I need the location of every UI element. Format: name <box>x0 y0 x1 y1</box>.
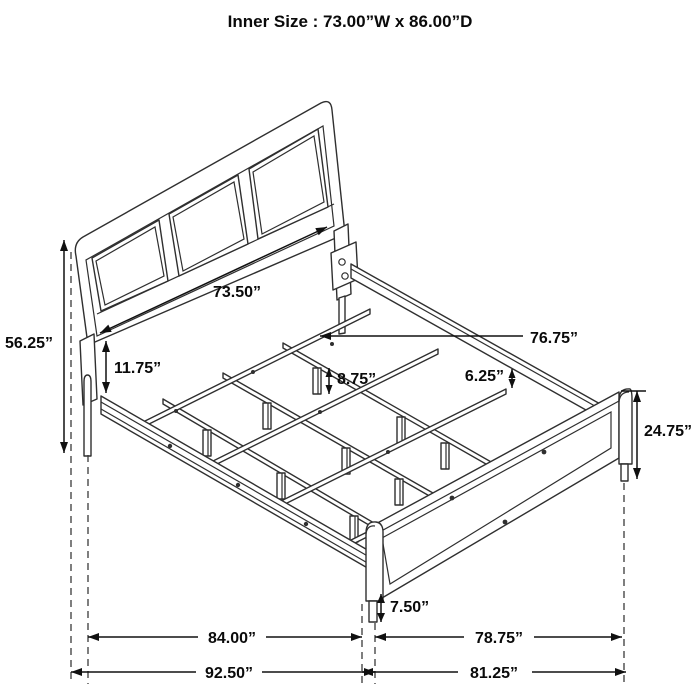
screw-dot <box>251 370 255 374</box>
dim-inner-length <box>88 630 362 647</box>
screw-dot <box>503 520 508 525</box>
side-rail-near <box>101 396 371 570</box>
footboard-post-left <box>366 522 383 601</box>
dim-label-7-50: 7.50” <box>390 599 430 616</box>
footboard-leg-left <box>369 601 377 622</box>
support-leg <box>277 473 285 499</box>
dim-label-78-75: 78.75” <box>474 630 524 647</box>
footboard <box>366 389 632 622</box>
screw-dot <box>168 444 172 448</box>
support-leg <box>397 417 405 443</box>
dim-footboard-span <box>375 630 622 647</box>
footboard-post-right <box>619 389 632 464</box>
headboard-leg-left <box>84 375 91 456</box>
dim-headboard-gap <box>102 341 161 393</box>
screw-dot <box>386 450 390 454</box>
dim-label-11-75: 11.75” <box>114 360 162 377</box>
dim-label-8-75: 8.75” <box>337 371 377 388</box>
support-leg <box>441 443 449 469</box>
screw-dot <box>318 410 322 414</box>
dim-label-24-75: 24.75” <box>644 423 693 440</box>
dim-label-92-50: 92.50” <box>204 665 254 682</box>
support-leg <box>263 403 271 429</box>
dim-label-73-50: 73.50” <box>212 284 262 301</box>
footboard-panel <box>372 392 619 598</box>
screw-dot <box>330 342 334 346</box>
dim-label-6-25: 6.25” <box>464 368 504 385</box>
dim-label-56-25: 56.25” <box>5 335 54 352</box>
dim-overall-width <box>362 665 626 682</box>
dim-rail-drop <box>465 368 516 388</box>
slat <box>135 309 370 431</box>
diagram-title: Inner Size : 73.00”W x 86.00”D <box>227 12 473 31</box>
screw-dot <box>304 522 308 526</box>
dim-headboard-height <box>5 240 68 453</box>
support-leg <box>395 479 403 505</box>
dim-footboard-clearance <box>377 594 429 622</box>
screw-dot <box>236 483 240 487</box>
bracket-hole <box>342 273 348 279</box>
footboard-leg-right <box>621 464 628 481</box>
dim-label-84-00: 84.00” <box>207 630 257 647</box>
support-leg <box>313 368 321 394</box>
bracket-hole <box>339 259 345 265</box>
dim-label-76-75: 76.75” <box>530 330 579 347</box>
screw-dot <box>450 496 455 501</box>
dim-overall-depth <box>71 665 375 682</box>
screw-dot <box>174 409 178 413</box>
support-leg <box>203 430 211 456</box>
dim-label-81-25: 81.25” <box>469 665 519 682</box>
screw-dot <box>542 450 547 455</box>
